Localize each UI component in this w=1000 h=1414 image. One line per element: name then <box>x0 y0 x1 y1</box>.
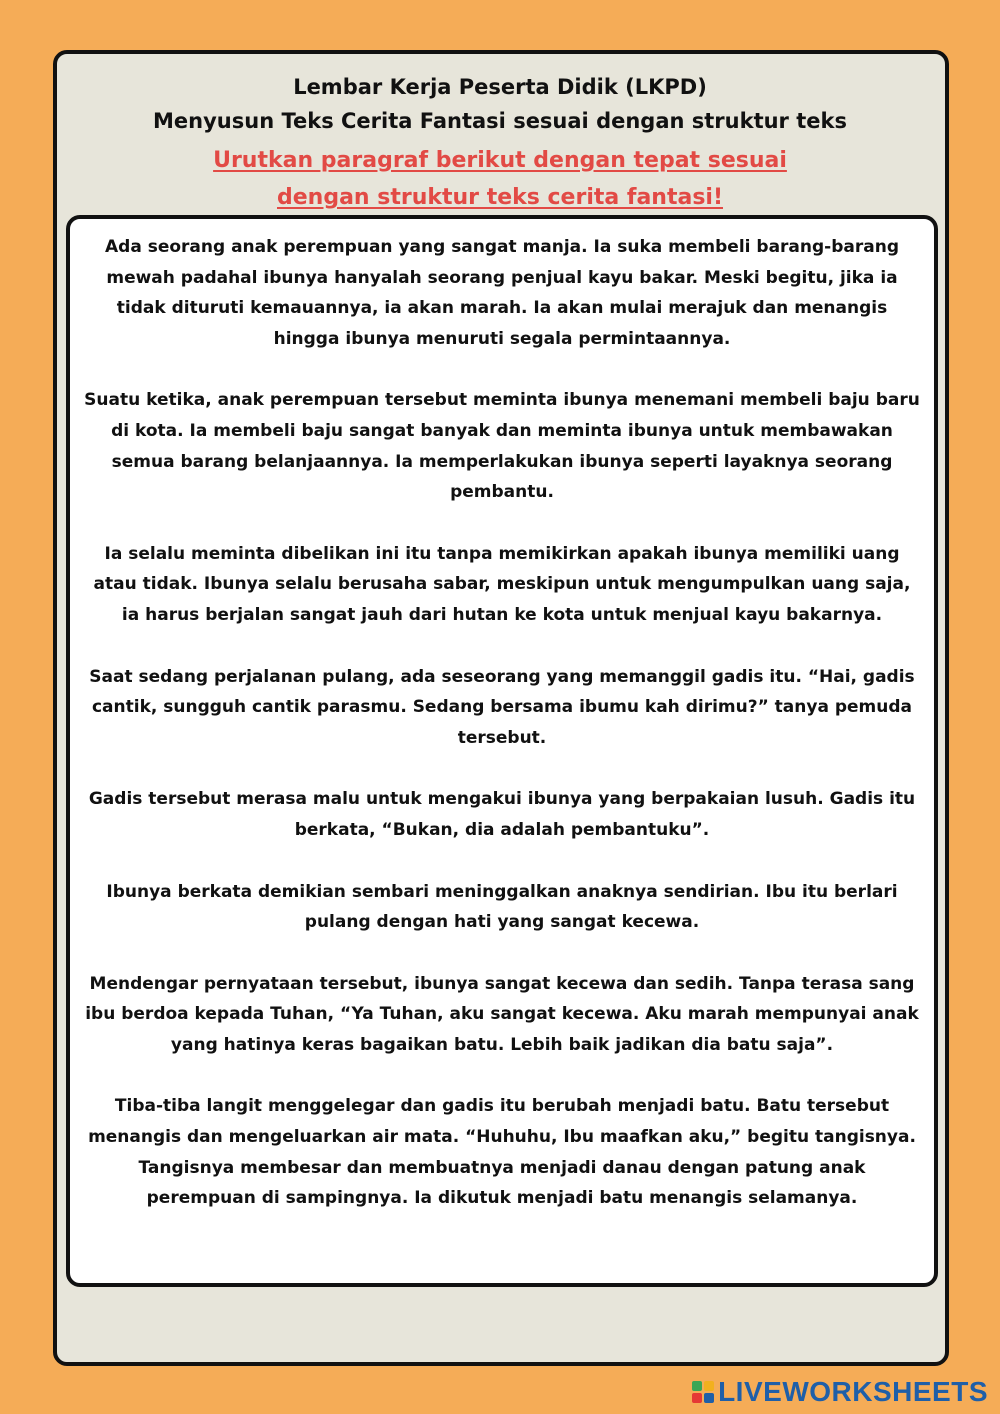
liveworksheets-watermark[interactable] <box>692 1376 988 1408</box>
worksheet-instruction: Urutkan paragraf berikut dengan tepat sesuai dengan struktur teks cerita fantasi! <box>213 148 787 210</box>
story-paragraph: Suatu ketika, anak perempuan tersebut meminta ibunya menemani membeli baju baru di kota. Ia membeli baju sangat banyak dan meminta ibunya untuk membawakan semua barang belanjaannya. Ia memperlakukan ibunya seperti layaknya seorang pembantu. <box>84 390 920 503</box>
story-paragraph: Saat sedang perjalanan pulang, ada seseorang yang memanggil gadis itu. “Hai, gadis cantik, sungguh cantik parasmu. Sedang bersama ibumu kah dirimu?” tanya pemuda tersebut. <box>89 666 915 748</box>
worksheet-title: Lembar Kerja Peserta Didik (LKPD) <box>293 75 707 99</box>
liveworksheets-logo-icon <box>692 1381 714 1403</box>
liveworksheets-brand-text: LIVEWORKSHEETS <box>718 1376 988 1407</box>
story-paragraph: Tiba-tiba langit menggelegar dan gadis itu berubah menjadi batu. Batu tersebut menangis dan mengeluarkan air mata. “Huhuhu, Ibu maafkan aku,” begitu tangisnya. Tangisnya membesar dan membuatnya menjadi danau dengan patung anak perempuan di sampingnya. Ia dikutuk menjadi batu menangis selamanya. <box>88 1096 916 1209</box>
story-paragraph: Ia selalu meminta dibelikan ini itu tanpa memikirkan apakah ibunya memiliki uang atau tidak. Ibunya selalu berusaha sabar, meskipun untuk mengumpulkan uang saja, ia harus berjalan sangat jauh dari hutan ke kota untuk menjual kayu bakarnya. <box>93 543 911 625</box>
story-text-box <box>66 215 938 1287</box>
worksheet-subtitle: Menyusun Teks Cerita Fantasi sesuai dengan struktur teks <box>153 109 847 133</box>
story-paragraph: Ibunya berkata demikian sembari meninggalkan anaknya sendirian. Ibu itu berlari pulang dengan hati yang sangat kecewa. <box>106 881 898 933</box>
story-paragraph: Gadis tersebut merasa malu untuk mengakui ibunya yang berpakaian lusuh. Gadis itu berkata, “Bukan, dia adalah pembantuku”. <box>88 789 916 840</box>
story-paragraph: Mendengar pernyataan tersebut, ibunya sangat kecewa dan sedih. Tanpa terasa sang ibu berdoa kepada Tuhan, “Ya Tuhan, aku sangat kecewa. Aku marah mempunyai anak yang hatinya keras bagaikan batu. Lebih baik jadikan dia batu saja”. <box>85 973 919 1055</box>
story-paragraph: Ada seorang anak perempuan yang sangat manja. Ia suka membeli barang-barang mewah padahal ibunya hanyalah seorang penjual kayu bakar. Meski begitu, jika ia tidak dituruti kemauannya, ia akan marah. Ia akan mulai merajuk dan menangis hingga ibunya menuruti segala permintaannya. <box>105 237 899 349</box>
worksheet-header <box>57 70 943 216</box>
